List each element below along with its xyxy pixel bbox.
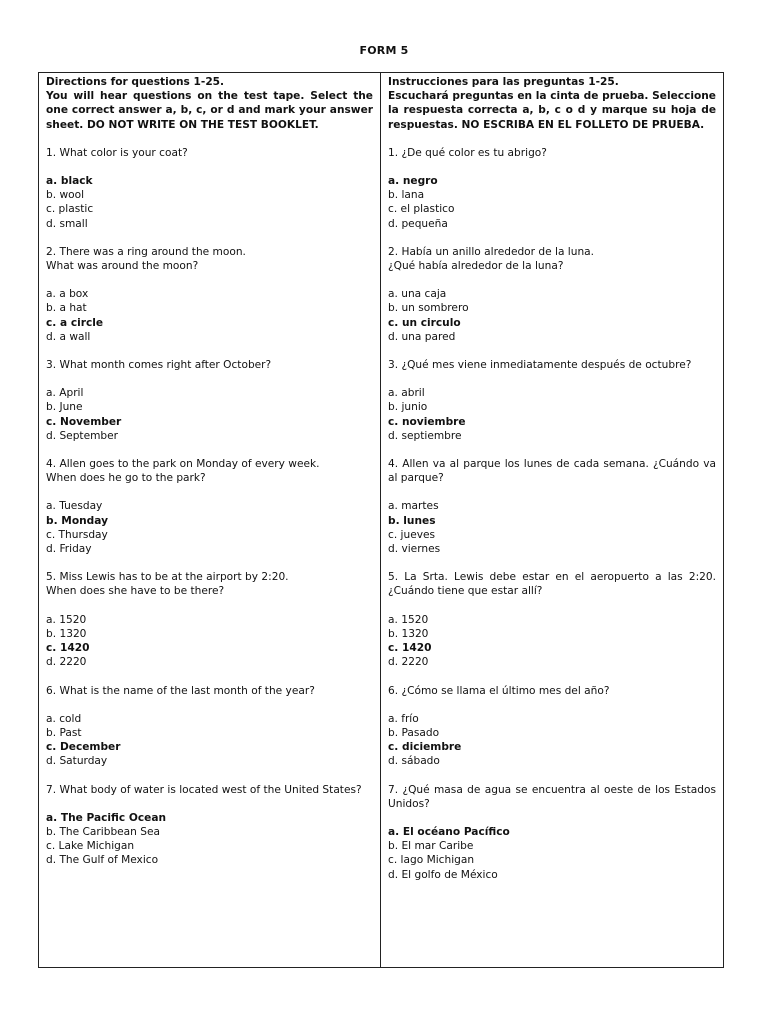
answer-option: a. frío [388,712,419,725]
answer-option: c. Lake Michigan [46,840,135,853]
answer-option: b. un sombrero [388,302,469,315]
english-directions-heading: Directions for questions 1-25. [46,76,225,88]
answer-option: d. viernes [388,543,441,556]
answer-option: d. una pared [388,330,456,343]
answer-option: c. lago Michigan [388,854,475,867]
spanish-question-3 [388,358,716,443]
answer-option: c. plastic [46,203,94,216]
english-question-6 [46,684,373,769]
answer-option: a. martes [388,500,439,513]
answer-option: c. jueves [388,528,436,541]
question-text: 7. ¿Qué masa de agua se encuentra al oeste de los Estados Unidos? [388,783,716,810]
correct-answer-option: c. diciembre [388,741,462,754]
spanish-question-6 [388,684,716,769]
english-question-5 [46,570,373,669]
answer-option: b. Pasado [388,726,440,739]
english-question-3 [46,358,373,443]
question-text: 4. Allen va al parque los lunes de cada semana. ¿Cuándo va al parque? [388,458,716,485]
question-text: 3. ¿Qué mes viene inmediatamente después de octubre? [388,359,692,372]
answer-option: b. June [46,401,83,414]
answer-option: b. wool [46,189,85,202]
spanish-question-1 [388,146,716,231]
answer-option: b. The Caribbean Sea [46,825,160,838]
english-directions-body: You will hear questions on the test tape. Select the one correct answer a, b, c, or d and mark your answer sheet. DO NOT WRITE ON THE TEST BOOKLET. [46,90,373,131]
english-question-4 [46,457,373,556]
answer-option: c. el plastico [388,203,455,216]
correct-answer-option: c. 1420 [388,642,432,655]
correct-answer-option: a. negro [388,175,438,188]
question-text: 2. Había un anillo alrededor de la luna. ¿Qué había alrededor de la luna? [388,245,595,273]
spanish-directions [388,75,716,132]
answer-option: d. septiembre [388,429,462,442]
correct-answer-option: a. The Pacific Ocean [46,811,167,824]
answer-option: b. lana [388,189,425,202]
answer-option: d. small [46,217,88,230]
page-title: FORM 5 [359,44,409,57]
question-text: 5. La Srta. Lewis debe estar en el aeropuerto a las 2:20. ¿Cuándo tiene que estar allí? [388,571,716,598]
answer-option: d. 2220 [46,656,87,669]
answer-option: a. una caja [388,288,447,301]
answer-option: a. 1520 [388,613,429,626]
spanish-directions-heading: Instrucciones para las preguntas 1-25. [388,76,619,88]
spanish-question-5 [388,570,716,669]
question-text: 4. Allen goes to the park on Monday of every week. When does he go to the park? [46,458,320,485]
answer-option: a. a box [46,288,89,301]
answer-option: b. junio [388,401,428,414]
answer-option: d. 2220 [388,656,429,669]
answer-option: d. Friday [46,543,92,556]
spanish-column [381,73,723,967]
correct-answer-option: b. Monday [46,514,108,527]
spanish-directions-body: Escuchará preguntas en la cinta de prueba. Seleccione la respuesta correcta a, b, c o d y marque su hoja de respuestas. NO ESCRIBA EN EL FOLLETO DE PRUEBA. [388,90,716,131]
answer-option: b. Past [46,726,82,739]
answer-option: d. Saturday [46,755,108,768]
answer-option: a. Tuesday [46,500,103,513]
answer-option: d. September [46,429,119,442]
answer-option: a. 1520 [46,613,87,626]
answer-option: a. cold [46,712,82,725]
correct-answer-option: c. noviembre [388,415,466,428]
spanish-question-4 [388,457,716,556]
correct-answer-option: c. un circulo [388,316,461,329]
question-text: 6. What is the name of the last month of the year? [46,684,315,697]
answer-option: a. abril [388,387,425,400]
english-column [39,73,381,967]
answer-option: d. pequeña [388,217,448,230]
correct-answer-option: c. a circle [46,316,104,329]
english-directions [46,75,373,132]
spanish-question-list [388,146,716,882]
english-question-7 [46,783,373,868]
answer-option: d. El golfo de México [388,868,498,881]
correct-answer-option: b. lunes [388,514,436,527]
question-text: 1. What color is your coat? [46,146,188,159]
answer-option: a. April [46,387,84,400]
question-text: 7. What body of water is located west of the United States? [46,783,362,796]
answer-option: c. Thursday [46,528,108,541]
answer-option: b. a hat [46,302,87,315]
answer-option: b. 1320 [388,627,429,640]
spanish-question-2 [388,245,716,344]
question-text: 5. Miss Lewis has to be at the airport by 2:20. When does she have to be there? [46,571,289,598]
bilingual-test-table [38,72,724,968]
correct-answer-option: c. 1420 [46,642,90,655]
english-question-list [46,146,373,868]
question-text: 3. What month comes right after October? [46,359,272,372]
spanish-question-7 [388,783,716,882]
english-question-1 [46,146,373,231]
question-text: 6. ¿Cómo se llama el último mes del año? [388,684,610,697]
english-question-2 [46,245,373,344]
answer-option: d. a wall [46,330,91,343]
question-text: 2. There was a ring around the moon. What was around the moon? [46,245,246,273]
answer-option: d. The Gulf of Mexico [46,854,159,867]
answer-option: b. El mar Caribe [388,840,474,853]
question-text: 1. ¿De qué color es tu abrigo? [388,146,547,159]
correct-answer-option: a. black [46,175,93,188]
correct-answer-option: c. December [46,741,121,754]
answer-option: d. sábado [388,755,440,768]
answer-option: b. 1320 [46,627,87,640]
correct-answer-option: a. El océano Pacífico [388,825,510,838]
correct-answer-option: c. November [46,415,122,428]
